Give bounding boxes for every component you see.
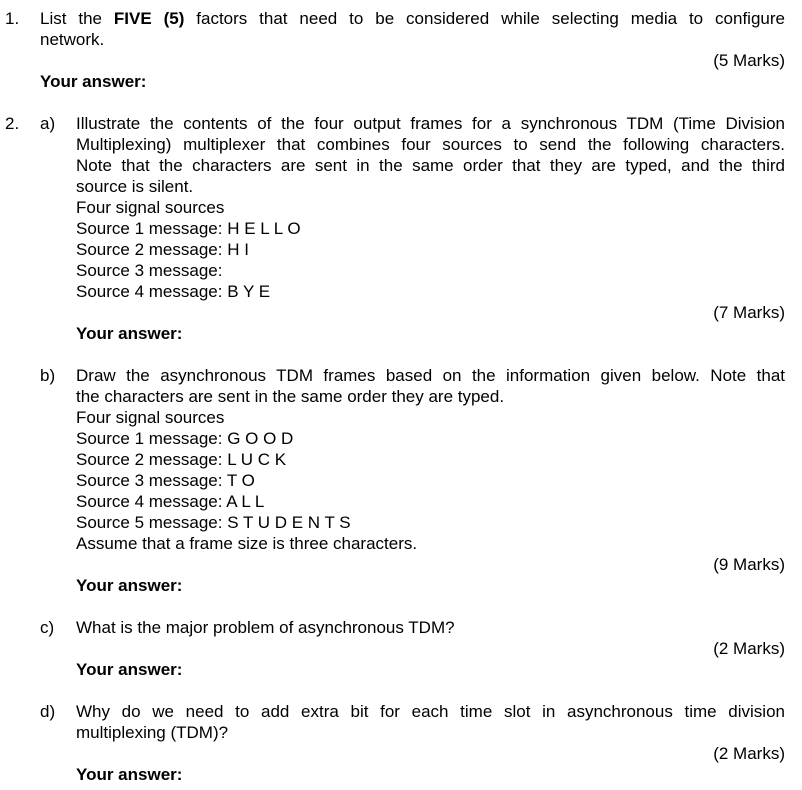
- q2a-answer-label: Your answer:: [76, 324, 183, 343]
- q2b-line-1: [0, 365, 802, 386]
- q2a-source-1: Source 1 message: H E L L O: [76, 219, 301, 238]
- q2b-marks: (9 Marks): [713, 555, 785, 574]
- q2a-letter: a): [40, 114, 56, 133]
- q2d-letter: d): [40, 702, 56, 721]
- q2a-text: source is silent.: [76, 177, 194, 196]
- q2a-text: Illustrate the contents of the four output frames for a synchronous TDM (Time Division: [76, 114, 785, 133]
- q2b-source-4: Source 4 message: A L L: [76, 492, 265, 511]
- q2b-source-5: Source 5 message: S T U D E N T S: [76, 513, 351, 532]
- q1-line-1: [0, 8, 802, 29]
- q1-marks-line: [0, 50, 802, 71]
- q2a-line-1: [0, 113, 802, 134]
- q2b-text: Draw the asynchronous TDM frames based on the information given below. Note that: [76, 366, 785, 385]
- q1-text-2: network.: [40, 30, 105, 49]
- q2a-marks: (7 Marks): [713, 303, 785, 322]
- q2d-text: multiplexing (TDM)?: [76, 723, 229, 742]
- q1-number: 1.: [5, 9, 20, 28]
- q1-emphasis: FIVE (5): [113, 9, 185, 28]
- q2c-letter: c): [40, 618, 55, 637]
- q2a-source-3: Source 3 message:: [76, 261, 223, 280]
- q2b-source-3: Source 3 message: T O: [76, 471, 255, 490]
- q2b-letter: b): [40, 366, 56, 385]
- q1-answer-line: [0, 71, 802, 92]
- q2d-answer-label: Your answer:: [76, 765, 183, 784]
- q2d-text: Why do we need to add extra bit for each time slot in asynchronous time division: [76, 702, 785, 721]
- q2c-marks: (2 Marks): [713, 639, 785, 658]
- q1-line-2: [0, 29, 802, 50]
- q2c-line-1: [0, 617, 802, 638]
- q2b-sources-heading: Four signal sources: [76, 408, 225, 427]
- q1-answer-label: Your answer:: [40, 72, 147, 91]
- q2b-answer-label: Your answer:: [76, 576, 183, 595]
- q2-number: 2.: [5, 114, 20, 133]
- q2d-line-1: [0, 701, 802, 722]
- q2a-source-2: Source 2 message: H I: [76, 240, 249, 259]
- q2a-text: Multiplexing) multiplexer that combines four sources to send the following characters.: [76, 135, 785, 154]
- q2b-source-2: Source 2 message: L U C K: [76, 450, 287, 469]
- q2c-text: What is the major problem of asynchronous TDM?: [76, 618, 455, 637]
- q2b-text: the characters are sent in the same order they are typed.: [76, 387, 505, 406]
- q2d-marks: (2 Marks): [713, 744, 785, 763]
- q2c-answer-label: Your answer:: [76, 660, 183, 679]
- q2b-frame-note: Assume that a frame size is three characters.: [76, 534, 418, 553]
- q2b-source-1: Source 1 message: G O O D: [76, 429, 294, 448]
- q2a-text: Note that the characters are sent in the same order that they are typed, and the third: [76, 156, 785, 175]
- q1-marks: (5 Marks): [713, 51, 785, 70]
- q1-text-1: List the FIVE (5) factors that need to be considered while selecting media to configure: [40, 9, 785, 28]
- q2a-sources-heading: Four signal sources: [76, 198, 225, 217]
- q2a-source-4: Source 4 message: B Y E: [76, 282, 271, 301]
